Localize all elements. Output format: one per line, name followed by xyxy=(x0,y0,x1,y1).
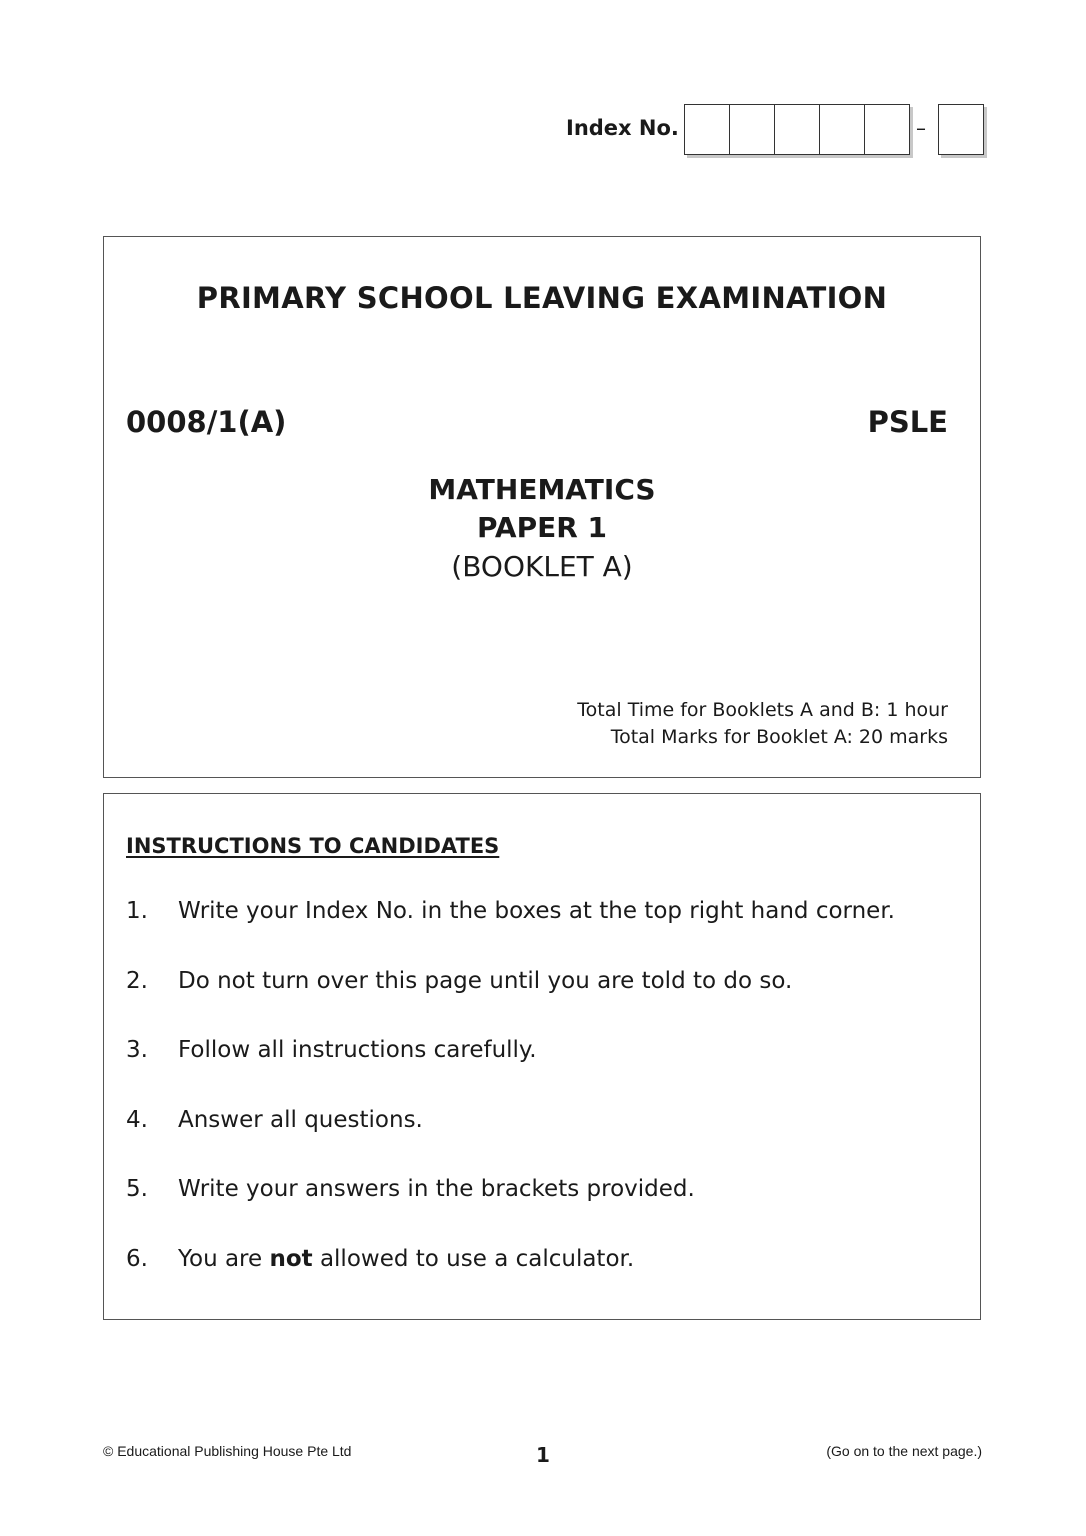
instruction-number: 4. xyxy=(126,1106,148,1133)
instruction-item xyxy=(126,898,895,968)
paper-title: PAPER 1 xyxy=(476,511,608,544)
index-number-boxes[interactable] xyxy=(684,104,910,155)
index-digit-box-2[interactable] xyxy=(730,105,775,154)
instruction-text-after: allowed to use a calculator. xyxy=(312,1245,635,1272)
exam-totals xyxy=(577,697,948,751)
continue-note: (Go on to the next page.) xyxy=(826,1443,982,1459)
instruction-number: 5. xyxy=(126,1176,148,1202)
exam-abbreviation: PSLE xyxy=(867,405,948,439)
instruction-number: 3. xyxy=(126,1037,148,1063)
instruction-item xyxy=(126,1176,895,1246)
index-digit-box-3[interactable] xyxy=(775,105,820,154)
subject-block xyxy=(104,471,980,587)
instruction-item xyxy=(126,1037,895,1107)
exam-title-box xyxy=(103,236,981,778)
index-digit-box-5[interactable] xyxy=(865,105,909,154)
index-number-label: Index No. xyxy=(566,116,679,140)
instruction-text: Do not turn over this page until you are told to do so. xyxy=(178,967,793,994)
subject-title: MATHEMATICS xyxy=(428,473,656,506)
instruction-item xyxy=(126,1107,895,1177)
index-number-dash: – xyxy=(916,116,926,140)
instruction-text: Write your Index No. in the boxes at the top right hand corner. xyxy=(178,898,895,924)
instruction-text: Answer all questions. xyxy=(178,1106,423,1133)
instruction-text xyxy=(178,1246,634,1316)
paper-code: 0008/1(A) xyxy=(126,405,287,439)
instruction-item xyxy=(126,968,895,1038)
instruction-text: Follow all instructions carefully. xyxy=(178,1037,537,1063)
copyright-notice: © Educational Publishing House Pte Ltd xyxy=(103,1443,352,1459)
exam-title: PRIMARY SCHOOL LEAVING EXAMINATION xyxy=(196,281,888,315)
index-check-digit-box[interactable] xyxy=(938,104,984,155)
page-number: 1 xyxy=(536,1443,550,1467)
instructions-heading: INSTRUCTIONS TO CANDIDATES xyxy=(126,834,500,858)
instruction-emphasis: not xyxy=(269,1245,313,1272)
booklet-title: (BOOKLET A) xyxy=(451,550,633,583)
index-digit-box-1[interactable] xyxy=(685,105,730,154)
instruction-item xyxy=(126,1246,895,1316)
instructions-box xyxy=(103,793,981,1320)
total-time: Total Time for Booklets A and B: 1 hour xyxy=(577,699,948,721)
instruction-number: 1. xyxy=(126,898,148,924)
instructions-list xyxy=(126,898,895,1315)
total-marks: Total Marks for Booklet A: 20 marks xyxy=(610,726,948,748)
instruction-text: Write your answers in the brackets provided. xyxy=(178,1176,695,1202)
instruction-number: 2. xyxy=(126,967,148,994)
index-digit-box-4[interactable] xyxy=(820,105,865,154)
instruction-text-before: You are xyxy=(178,1245,270,1272)
instruction-number: 6. xyxy=(126,1245,148,1272)
